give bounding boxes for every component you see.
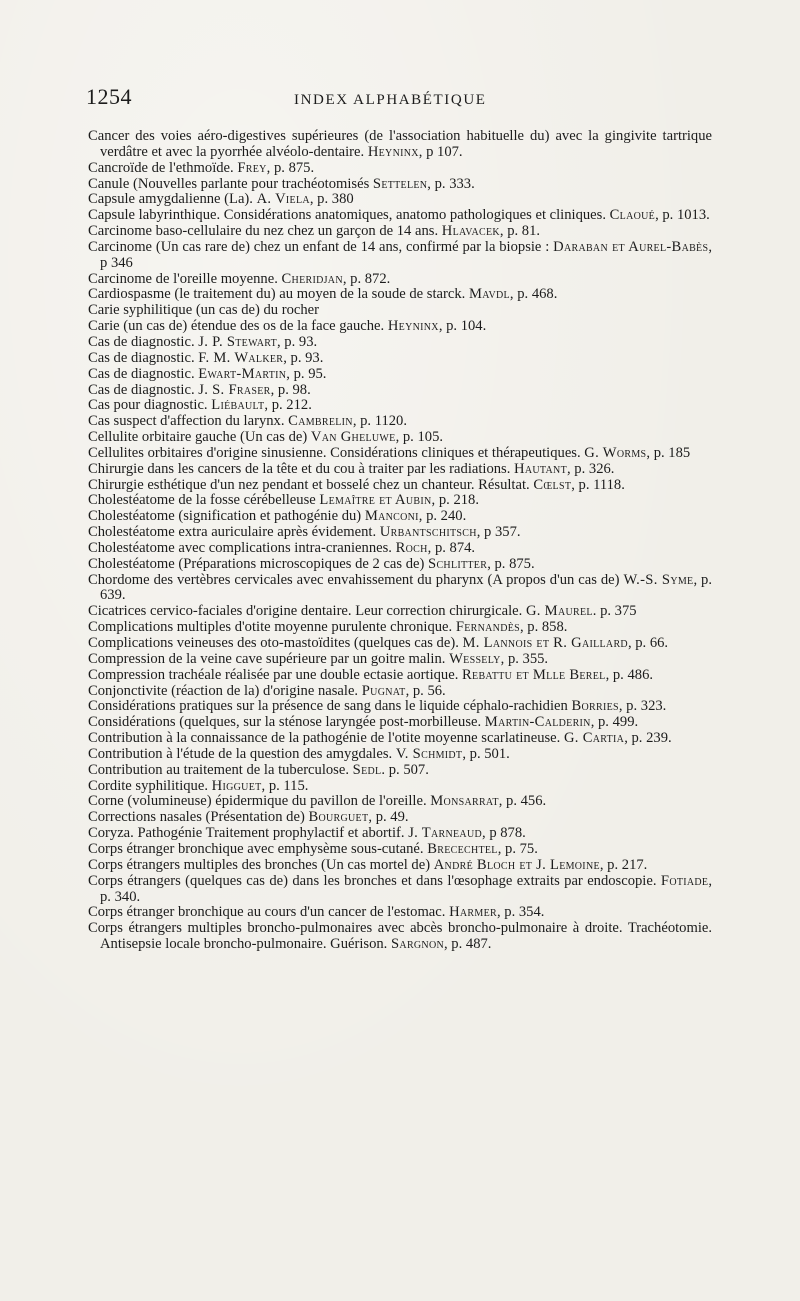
entry-page-ref: , p. 501. [462, 745, 510, 762]
entry-page-ref: , p. 499. [590, 714, 639, 731]
index-entry [88, 224, 712, 240]
entry-page-ref: , p 357. [476, 524, 521, 541]
entry-author: Higguet [211, 777, 262, 794]
index-entry [88, 462, 712, 478]
entry-author: F. M. Walker [198, 349, 284, 366]
index-entry [88, 446, 712, 462]
entry-page-ref: , p. 239. [624, 730, 672, 747]
entry-author: Sedl [352, 761, 382, 778]
index-entry [88, 636, 712, 652]
index-entry [88, 684, 712, 700]
entry-author: Harmer [449, 904, 497, 921]
entry-subject: Corps étrangers multiples des bronches (Un cas mortel de) [88, 856, 431, 873]
entry-page-ref: , p. 212. [264, 397, 312, 414]
entry-subject: Considérations pratiques sur la présence de sang dans le liquide céphalo-rachidien [88, 698, 568, 715]
entry-subject: Cancroïde de l'ethmoïde. [88, 159, 234, 176]
index-entry [88, 715, 712, 731]
entry-author: Mavdl [468, 286, 510, 303]
index-entry [88, 620, 712, 636]
index-entry [88, 240, 712, 272]
entry-author: André Bloch et J. Lemoine [433, 856, 600, 873]
entry-author: Hautant [514, 460, 567, 477]
index-entries [88, 129, 712, 953]
entry-page-ref: , p. 1013. [655, 207, 710, 224]
entry-author: Ewart-Martin [198, 365, 287, 382]
index-entry [88, 208, 712, 224]
entry-subject: Cordite syphilitique. [88, 777, 208, 794]
entry-page-ref: , p. 380 [309, 191, 354, 208]
running-head: INDEX ALPHABÉTIQUE [294, 92, 487, 108]
entry-subject: Cicatrices cervico-faciales d'origine dentaire. Leur correction chirurgicale. [88, 603, 523, 620]
entry-subject: Carcinome baso-cellulaire du nez chez un garçon de 14 ans. [88, 223, 439, 240]
index-entry [88, 921, 712, 953]
index-entry [88, 129, 712, 161]
entry-author: Van Gheluwe [310, 429, 396, 446]
entry-author: Cambrelin [288, 413, 353, 430]
index-entry [88, 874, 712, 906]
entry-page-ref: , p. 486. [605, 666, 654, 683]
entry-author: Fotiade [660, 872, 709, 889]
index-entry [88, 303, 712, 319]
entry-page-ref: , p. 858. [519, 619, 568, 636]
entry-page-ref: , p. 333. [427, 175, 475, 192]
entry-author: J. Tarneaud [408, 825, 483, 842]
entry-page-ref: , p. 93. [277, 333, 318, 350]
entry-page-ref: , p. 1118. [571, 476, 625, 493]
entry-subject: Carcinome (Un cas rare de) chez un enfant de 14 ans, confirmé par la biopsie : [88, 238, 550, 255]
entry-subject: Cardiospasme (le traitement du) au moyen de la soude de starck. [88, 286, 466, 303]
entry-author: Liébault [211, 397, 265, 414]
entry-page-ref: , p. 75. [497, 840, 538, 857]
entry-page-ref: , p. 98. [270, 381, 311, 398]
index-entry [88, 319, 712, 335]
entry-subject: Cas de diagnostic. [88, 381, 195, 398]
entry-page-ref: , p. 95. [286, 365, 327, 382]
entry-subject: Cas de diagnostic. [88, 365, 195, 382]
entry-page-ref: , p. 218. [431, 492, 479, 509]
entry-author: Martin-Calderin [484, 714, 591, 731]
entry-subject: Chordome des vertèbres cervicales avec envahissement du pharynx (A propos d'un cas de) [88, 571, 620, 588]
entry-page-ref: , p. 105. [395, 429, 444, 446]
entry-page-ref: , p. 217. [599, 856, 648, 873]
entry-author: Roch [395, 539, 428, 556]
entry-subject: Chirurgie dans les cancers de la tête et du cou à traiter par les radiations. [88, 460, 511, 477]
entry-page-ref: , p. 874. [427, 539, 476, 556]
entry-page-ref: , p. 872. [342, 270, 391, 287]
entry-author: Heyninx [387, 318, 439, 335]
entry-page-ref: , p. 487. [444, 936, 492, 953]
entry-subject: Canule (Nouvelles parlante pour trachéotomisés [88, 175, 370, 192]
entry-author: Rebattu et Mlle Berel [462, 666, 606, 683]
entry-author: J. S. Fraser [198, 381, 271, 398]
entry-page-ref: , p. 49. [368, 809, 409, 826]
entry-author: Urbantschitsch [379, 524, 477, 541]
entry-author: Wessely [449, 650, 501, 667]
entry-subject: Cholestéatome extra auriculaire après évidement. [88, 524, 377, 541]
index-entry [88, 905, 712, 921]
entry-subject: Cholestéatome (signification et pathogénie du) [88, 508, 362, 525]
entry-author: V. Schmidt [395, 745, 463, 762]
entry-subject: Carcinome de l'oreille moyenne. [88, 270, 278, 287]
index-entry [88, 509, 712, 525]
index-entry [88, 161, 712, 177]
index-entry [88, 414, 712, 430]
index-entry [88, 763, 712, 779]
entry-subject: Cellulites orbitaires d'origine sinusienne. Considérations cliniques et thérapeutiques. [88, 444, 581, 461]
entry-page-ref: , p. 875. [266, 159, 315, 176]
entry-author: Sargnon [391, 936, 444, 953]
entry-subject: Cholestéatome de la fosse cérébelleuse [88, 492, 316, 509]
index-entry [88, 541, 712, 557]
index-entry [88, 351, 712, 367]
entry-author: Monsarrat [430, 793, 499, 810]
entry-page-ref: , p. 323. [618, 698, 667, 715]
entry-page-ref: , p. 104. [438, 318, 487, 335]
entry-subject: Corps étranger bronchique avec emphysème sous-cutané. [88, 840, 424, 857]
entry-page-ref: , p. 240. [418, 508, 467, 525]
entry-author: Hlavacek [441, 223, 500, 240]
entry-author: Bourguet [308, 809, 369, 826]
entry-subject: Contribution au traitement de la tuberculose. [88, 761, 349, 778]
entry-author: Frey [237, 159, 267, 176]
entry-author: G. Worms [584, 444, 647, 461]
entry-author: A. Viela [256, 191, 310, 208]
index-entry [88, 747, 712, 763]
entry-subject: Complications multiples d'otite moyenne purulente chronique. [88, 619, 453, 636]
index-entry [88, 367, 712, 383]
entry-page-ref: . p. 507. [381, 761, 429, 778]
index-entry [88, 478, 712, 494]
index-entry [88, 177, 712, 193]
entry-author: G. Maurel [525, 603, 593, 620]
entry-author: Pugnat [361, 682, 406, 699]
entry-subject: Cas suspect d'affection du larynx. [88, 413, 285, 430]
entry-subject: Corps étranger bronchique au cours d'un cancer de l'estomac. [88, 904, 446, 921]
entry-subject: Capsule amygdalienne (La). [88, 191, 253, 208]
entry-page-ref: , p. 56. [405, 682, 446, 699]
entry-author: J. P. Stewart [198, 333, 277, 350]
index-entry [88, 858, 712, 874]
index-entry [88, 335, 712, 351]
entry-page-ref: , p. 326. [567, 460, 615, 477]
index-entry [88, 573, 712, 605]
entry-subject: Considérations (quelques, sur la sténose laryngée post-morbilleuse. [88, 714, 482, 731]
index-entry [88, 794, 712, 810]
entry-page-ref: , p 878. [482, 825, 526, 842]
entry-author: Daraban et Aurel-Babès [553, 238, 709, 255]
index-entry [88, 810, 712, 826]
index-entry [88, 287, 712, 303]
entry-author: Claoué [609, 207, 656, 224]
entry-page-ref: , p 346 [100, 238, 712, 271]
entry-author: G. Cartia [563, 730, 625, 747]
entry-page-ref: , p 107. [418, 143, 463, 160]
entry-subject: Complications veineuses des oto-mastoïdites (quelques cas de). [88, 635, 459, 651]
entry-subject: Compression trachéale réalisée par une double ectasie aortique. [88, 666, 459, 683]
entry-subject: Corrections nasales (Présentation de) [88, 809, 305, 826]
entry-author: Borries [571, 698, 619, 715]
entry-page-ref: , p. 468. [509, 286, 558, 303]
entry-subject: Carie (un cas de) étendue des os de la face gauche. [88, 318, 385, 335]
entry-subject: Capsule labyrinthique. Considérations anatomiques, anatomo pathologiques et cliniques. [88, 207, 606, 224]
page-number: 1254 [86, 84, 132, 109]
entry-subject: Corps étrangers multiples broncho-pulmonaires avec abcès broncho-pulmonaire à droite. Trachéotomie. Antisepsie locale broncho-pulmonaire. Guérison. [88, 920, 712, 953]
entry-author: Manconi [364, 508, 419, 525]
entry-subject: Cholestéatome (Préparations microscopiques de 2 cas de) [88, 555, 425, 572]
index-entry [88, 272, 712, 288]
entry-page-ref: , p. 185 [646, 444, 691, 461]
entry-author: Heyninx [367, 143, 419, 160]
entry-subject: Corne (volumineuse) épidermique du pavillon de l'oreille. [88, 793, 427, 810]
entry-page-ref: , p. 355. [500, 650, 549, 667]
entry-page-ref: , p. 66. [627, 635, 669, 651]
entry-subject: Cancer des voies aéro-digestives supérieures (de l'association habituelle du) avec la gingivite tartrique verdâtre et avec la pyorrhée alvéolo-dentaire. [88, 128, 712, 160]
entry-subject: Cholestéatome avec complications intra-craniennes. [88, 539, 392, 556]
index-entry [88, 398, 712, 414]
index-entry [88, 668, 712, 684]
entry-page-ref: , p. 81. [499, 223, 541, 240]
entry-page-ref: , p. 1120. [352, 413, 407, 430]
entry-page-ref: , p. 875. [487, 555, 535, 572]
entry-subject: Chirurgie esthétique d'un nez pendant et bosselé chez un chanteur. Résultat. [88, 476, 530, 493]
entry-subject: Conjonctivite (réaction de la) d'origine nasale. [88, 682, 359, 699]
entry-author: Lemaître et Aubin [319, 492, 432, 509]
entry-subject: Cas pour diagnostic. [88, 397, 208, 414]
entry-page-ref: , p. 93. [283, 349, 324, 366]
entry-author: Cœlst [533, 476, 572, 493]
entry-subject: Contribution à l'étude de la question des amygdales. [88, 745, 393, 762]
entry-subject: Cas de diagnostic. [88, 333, 195, 350]
index-entry [88, 699, 712, 715]
entry-author: Schlitter [428, 555, 488, 572]
index-entry [88, 493, 712, 509]
entry-author: Settelen [372, 175, 428, 192]
entry-subject: Compression de la veine cave supérieure par un goitre malin. [88, 650, 446, 667]
entry-author: Brecechtel [427, 840, 498, 857]
index-entry [88, 826, 712, 842]
entry-page-ref: , p. 639. [100, 571, 712, 604]
index-entry [88, 652, 712, 668]
index-entry [88, 604, 712, 620]
entry-author: W.-S. Syme [623, 571, 694, 588]
entry-subject: Coryza. Pathogénie Traitement prophylactif et abortif. [88, 825, 405, 842]
entry-page-ref: , p. 340. [100, 872, 712, 905]
entry-subject: Cas de diagnostic. [88, 349, 195, 366]
index-entry [88, 842, 712, 858]
entry-page-ref: . p. 375 [592, 603, 637, 620]
entry-subject: Cellulite orbitaire gauche (Un cas de) [88, 429, 308, 446]
index-entry [88, 557, 712, 573]
index-entry [88, 779, 712, 795]
entry-page-ref: , p. 115. [261, 777, 309, 794]
index-entry [88, 731, 712, 747]
entry-subject: Corps étrangers (quelques cas de) dans les bronches et dans l'œsophage extraits par endoscopie. [88, 872, 657, 889]
index-entry [88, 192, 712, 208]
entry-subject: Contribution à la connaissance de la pathogénie de l'otite moyenne scarlatineuse. [88, 730, 561, 747]
entry-subject: Carie syphilitique (un cas de) du rocher [88, 302, 319, 319]
entry-page-ref: , p. 456. [498, 793, 547, 810]
entry-author: Cheridjan [281, 270, 343, 287]
index-entry [88, 430, 712, 446]
entry-author: Fernandès [455, 619, 520, 636]
index-entry [88, 525, 712, 541]
entry-author: M. Lannois et R. Gaillard [462, 635, 628, 651]
index-entry [88, 383, 712, 399]
entry-page-ref: , p. 354. [496, 904, 545, 921]
